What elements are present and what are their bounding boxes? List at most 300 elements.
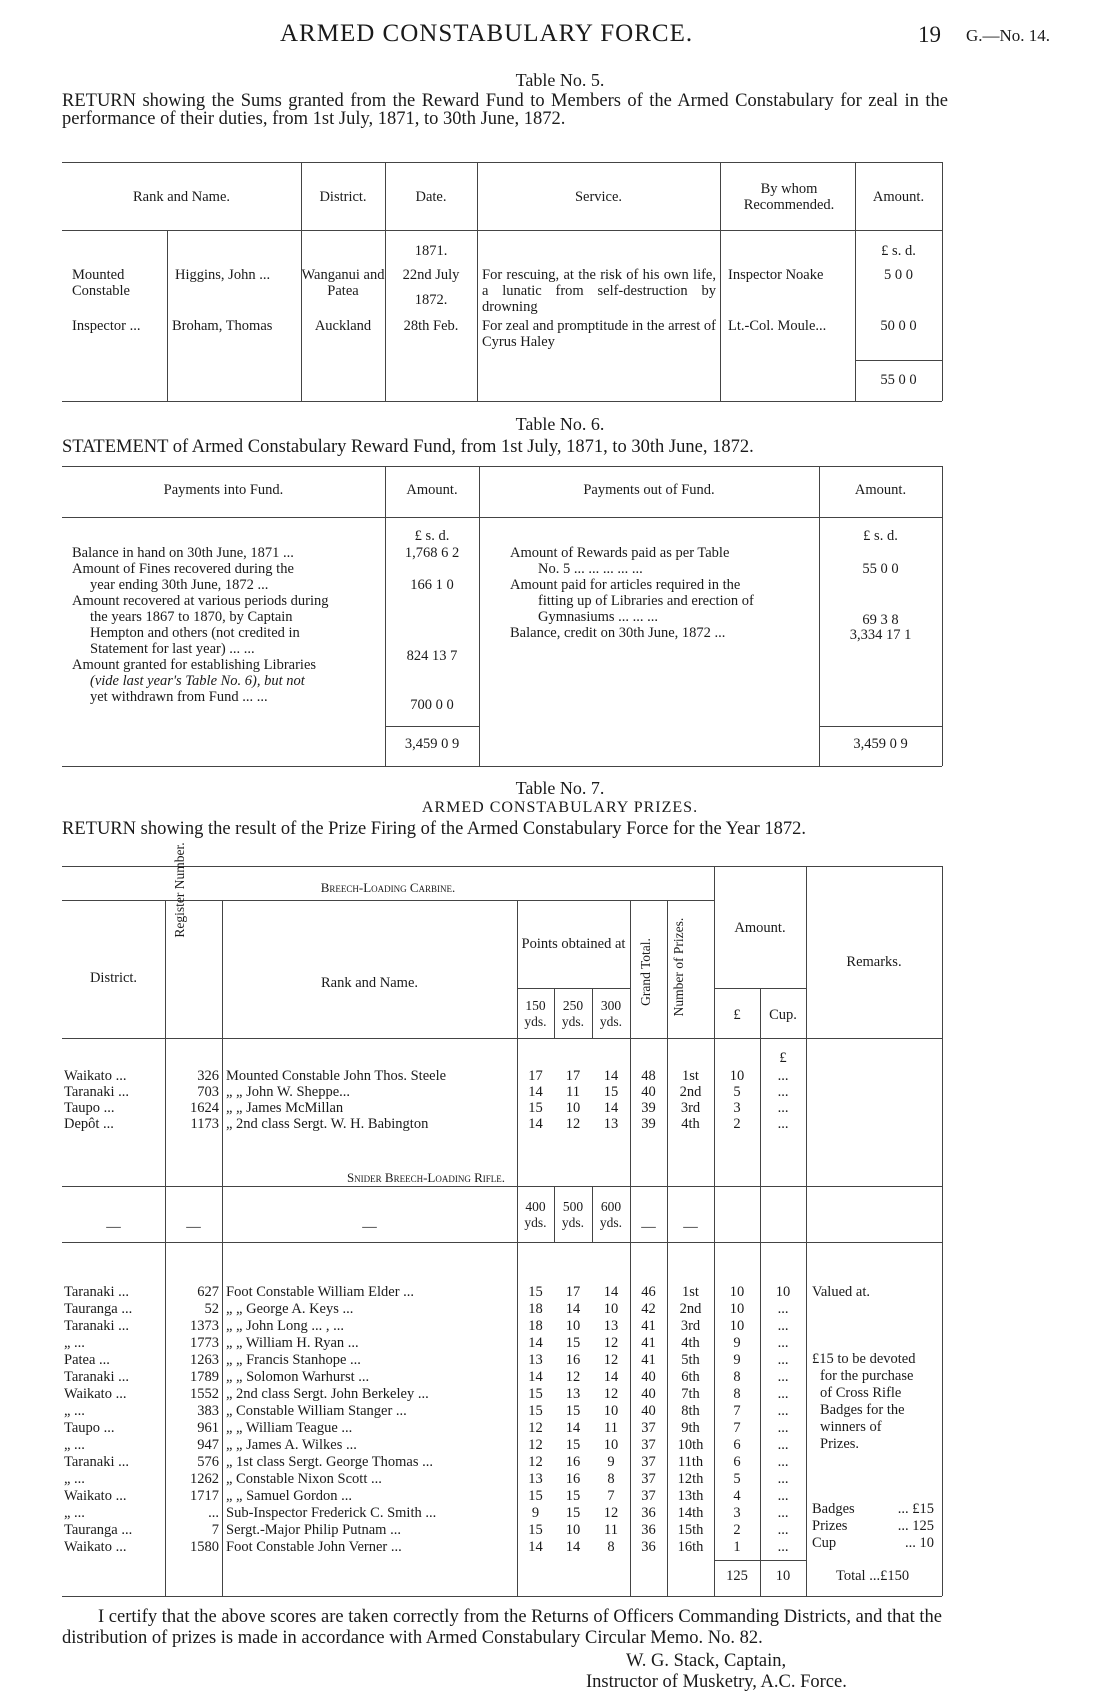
district: „ ... <box>64 1471 85 1487</box>
points-3: 8 <box>607 1539 615 1555</box>
prize-place: 8th <box>681 1403 700 1419</box>
prize-place: 12th <box>677 1471 704 1487</box>
remark-line: Prizes. <box>820 1436 860 1452</box>
district: Taupo ... <box>64 1100 115 1116</box>
register-number: 961 <box>197 1420 219 1436</box>
in-line: the years 1867 to 1870, by Captain <box>90 609 293 625</box>
rank-name: „ „ William Teague ... <box>226 1420 353 1436</box>
table7-subtitle: ARMED CONSTABULARY PRIZES. <box>421 799 699 816</box>
points-3: 11 <box>604 1420 618 1436</box>
district: Taranaki ... <box>64 1318 130 1334</box>
prize-place: 4th <box>681 1335 700 1351</box>
grand-total: 39 <box>641 1116 656 1132</box>
col-number-prizes: Number of Prizes. <box>671 917 686 1017</box>
table7-caption: Table No. 7. <box>515 778 605 798</box>
prize-place: 11th <box>677 1454 704 1470</box>
remark-line: Badges for the <box>820 1402 905 1418</box>
points-3: 10 <box>603 1301 619 1317</box>
amount-pound: 1 <box>733 1539 741 1555</box>
page-number: 19 <box>918 22 941 47</box>
points-3: 12 <box>603 1352 619 1368</box>
remark-line: of Cross Rifle <box>820 1385 902 1401</box>
points-1: 14 <box>528 1369 543 1385</box>
prize-place: 3rd <box>680 1318 701 1334</box>
grand-total: 37 <box>641 1437 656 1453</box>
col-amount: Amount. <box>872 189 925 205</box>
district: „ ... <box>64 1335 85 1351</box>
points-3: 15 <box>603 1084 619 1100</box>
points-1: 12 <box>528 1454 543 1470</box>
rank-name: Sergt.-Major Philip Putnam ... <box>226 1522 401 1538</box>
register-number: 1789 <box>190 1369 219 1385</box>
register-number: 703 <box>197 1084 219 1100</box>
grand-total: 48 <box>641 1068 656 1084</box>
points-3: 7 <box>607 1488 615 1504</box>
grand-total: 36 <box>641 1505 656 1521</box>
amount-cup: ... <box>777 1369 789 1385</box>
t5-district: Auckland <box>314 318 372 334</box>
in-amount: 166 1 0 <box>410 577 454 593</box>
district: „ ... <box>64 1505 85 1521</box>
points-1: 18 <box>528 1318 543 1334</box>
grand-total: 40 <box>641 1084 656 1100</box>
pound-sign: £ <box>779 1050 787 1066</box>
summary-label: Cup <box>812 1535 837 1551</box>
out-line: Amount of Rewards paid as per Table <box>510 545 730 561</box>
points-2: 13 <box>565 1386 581 1402</box>
amount-cup: ... <box>777 1335 789 1351</box>
rank-name: „ 2nd class Sergt. W. H. Babington <box>226 1116 429 1132</box>
prize-place: 9th <box>681 1420 700 1436</box>
in-line: Amount recovered at various periods during <box>72 593 329 609</box>
col-remarks: Remarks. <box>846 954 902 970</box>
in-total: 3,459 0 9 <box>404 736 460 752</box>
col-grand-total: Grand Total. <box>638 938 653 1006</box>
points-2: 10 <box>565 1100 581 1116</box>
amount-pound: 10 <box>729 1301 745 1317</box>
points-2: 15 <box>565 1505 581 1521</box>
prize-place: 3rd <box>680 1100 701 1116</box>
remark-line: for the purchase <box>820 1368 914 1384</box>
points-2: 12 <box>565 1369 581 1385</box>
signature-name: W. G. Stack, Captain, <box>626 1651 787 1671</box>
rank-name: „ 2nd class Sergt. John Berkeley ... <box>226 1386 429 1402</box>
grand-total: 40 <box>641 1403 656 1419</box>
t5-service: For zeal and promptitude in the arrest of Cyrus Haley <box>482 318 716 350</box>
range-150: 150 yds. <box>524 998 547 1029</box>
points-1: 15 <box>528 1100 543 1116</box>
range-600: 600 yds. <box>599 1199 623 1230</box>
points-3: 12 <box>603 1505 619 1521</box>
amount-cup: ... <box>777 1068 789 1084</box>
amount-cup: ... <box>777 1488 789 1504</box>
points-1: 14 <box>528 1116 543 1132</box>
amount-cup: ... <box>777 1386 789 1402</box>
points-3: 9 <box>607 1454 615 1470</box>
prize-place: 6th <box>681 1369 700 1385</box>
points-3: 13 <box>603 1116 619 1132</box>
points-1: 15 <box>528 1403 543 1419</box>
table5-caption: Table No. 5. <box>515 70 605 90</box>
register-number: ... <box>208 1505 219 1521</box>
points-3: 10 <box>603 1403 619 1419</box>
register-number: 1263 <box>190 1352 219 1368</box>
prize-place: 16th <box>677 1539 704 1555</box>
in-line: Amount granted for establishing Libraries <box>72 657 317 673</box>
in-amount: 700 0 0 <box>410 697 454 713</box>
points-1: 13 <box>528 1352 543 1368</box>
col-payments-out: Payments out of Fund. <box>583 482 715 498</box>
points-1: 14 <box>528 1084 543 1100</box>
district: „ ... <box>64 1437 85 1453</box>
units-lsd: £ s. d. <box>863 528 898 544</box>
district: „ ... <box>64 1403 85 1419</box>
in-line: (vide last year's Table No. 6), but not <box>90 673 305 689</box>
col-cup: Cup. <box>769 1007 797 1023</box>
table6-intro: STATEMENT of Armed Constabulary Reward Fund, from 1st July, 1871, to 30th June, 1872. <box>62 437 754 457</box>
table7-intro: RETURN showing the result of the Prize Firing of the Armed Constabulary Force for the Year 1872. <box>62 819 806 839</box>
district: Waikato ... <box>64 1386 127 1402</box>
rank-name: Foot Constable John Verner ... <box>226 1539 402 1555</box>
in-line: Balance in hand on 30th June, 1871 ... <box>72 545 294 561</box>
points-3: 10 <box>603 1437 619 1453</box>
section-carbine: Breech-Loading Carbine. <box>320 880 456 895</box>
points-1: 14 <box>528 1335 543 1351</box>
col-points: Points obtained at <box>521 936 626 952</box>
amount-pound: 8 <box>733 1386 741 1402</box>
grand-total: 36 <box>641 1539 656 1555</box>
summary-value: ... 10 <box>905 1535 934 1551</box>
register-number: 1580 <box>190 1539 219 1555</box>
col-amount: Amount. <box>734 920 786 936</box>
amount-cup: ... <box>777 1454 789 1470</box>
total-pound: 125 <box>726 1568 748 1584</box>
amount-pound: 6 <box>733 1437 741 1453</box>
amount-pound: 5 <box>733 1084 741 1100</box>
register-number: 1624 <box>190 1100 219 1116</box>
district: Tauranga ... <box>64 1301 133 1317</box>
amount-cup: ... <box>777 1116 789 1132</box>
amount-pound: 7 <box>733 1403 741 1419</box>
rank-name: „ „ John Long ... , ... <box>226 1318 344 1334</box>
points-3: 12 <box>603 1335 619 1351</box>
district: Tauranga ... <box>64 1522 133 1538</box>
amount-pound: 6 <box>733 1454 741 1470</box>
out-line: No. 5 ... ... ... ... ... <box>538 561 643 577</box>
amount-cup: ... <box>777 1522 789 1538</box>
register-number: 1717 <box>190 1488 219 1504</box>
prize-place: 10th <box>677 1437 704 1453</box>
units-lsd: £ s. d. <box>881 243 916 259</box>
prize-place: 1st <box>682 1284 699 1300</box>
grand-total: 37 <box>641 1471 656 1487</box>
amount-pound: 2 <box>733 1116 741 1132</box>
t5-by: Inspector Noake <box>728 267 824 283</box>
register-number: 1773 <box>190 1335 219 1351</box>
register-number: 576 <box>197 1454 219 1470</box>
col-register: Register Number. <box>172 842 187 938</box>
section-rifle: Snider Breech-Loading Rifle. <box>346 1170 506 1185</box>
rank-name: „ „ John W. Sheppe... <box>226 1084 351 1100</box>
grand-total: 41 <box>641 1318 656 1334</box>
in-line: year ending 30th June, 1872 ... <box>90 577 269 593</box>
points-1: 15 <box>528 1522 543 1538</box>
district: Taupo ... <box>64 1420 115 1436</box>
points-2: 15 <box>565 1335 581 1351</box>
rank-name: Mounted Constable John Thos. Steele <box>226 1068 447 1084</box>
district: Waikato ... <box>64 1068 127 1084</box>
amount-cup: ... <box>777 1318 789 1334</box>
dash: — <box>683 1219 698 1235</box>
district: Patea ... <box>64 1352 110 1368</box>
t5-amount: 5 0 0 <box>884 267 913 283</box>
rank-name: Foot Constable William Elder ... <box>226 1284 415 1300</box>
rank-name: „ 1st class Sergt. George Thomas ... <box>226 1454 434 1470</box>
points-2: 14 <box>565 1301 581 1317</box>
out-amount: 3,334 17 1 <box>849 627 912 643</box>
prize-place: 13th <box>677 1488 704 1504</box>
amount-pound: 2 <box>733 1522 741 1538</box>
table5-intro: RETURN showing the Sums granted from the Reward Fund to Members of the Armed Constabulary for zeal in the performance of their duties, from 1st July, 1871, to 30th June, 1872. <box>62 91 948 129</box>
points-2: 10 <box>565 1522 581 1538</box>
in-line: yet withdrawn from Fund ... ... <box>90 689 268 705</box>
grand-total: 42 <box>641 1301 656 1317</box>
rank-name: „ „ Francis Stanhope ... <box>226 1352 361 1368</box>
points-1: 15 <box>528 1386 543 1402</box>
points-2: 12 <box>565 1116 581 1132</box>
points-2: 17 <box>565 1068 581 1084</box>
t5-date: 22nd July <box>402 267 460 283</box>
running-title: ARMED CONSTABULARY FORCE. <box>280 20 694 47</box>
points-2: 16 <box>565 1471 581 1487</box>
register-number: 383 <box>197 1403 219 1419</box>
points-3: 14 <box>603 1369 619 1385</box>
prize-place: 2nd <box>679 1301 702 1317</box>
points-1: 14 <box>528 1539 543 1555</box>
grand-total: 46 <box>641 1284 656 1300</box>
out-line: Balance, credit on 30th June, 1872 ... <box>510 625 726 641</box>
out-total: 3,459 0 9 <box>853 736 908 752</box>
district: Taranaki ... <box>64 1454 130 1470</box>
points-3: 12 <box>603 1386 619 1402</box>
register-number: 1173 <box>190 1116 219 1132</box>
grand-total: 36 <box>641 1522 656 1538</box>
prize-place: 1st <box>682 1068 699 1084</box>
in-amount: 824 13 7 <box>406 648 458 664</box>
points-1: 18 <box>528 1301 543 1317</box>
register-number: 627 <box>197 1284 219 1300</box>
amount-pound: 3 <box>733 1505 741 1521</box>
district: Depôt ... <box>64 1116 114 1132</box>
amount-pound: 10 <box>729 1318 745 1334</box>
points-1: 13 <box>528 1471 543 1487</box>
amount-pound: 5 <box>733 1471 741 1487</box>
t5-date: 28th Feb. <box>403 318 459 334</box>
points-1: 12 <box>528 1420 543 1436</box>
table6-caption: Table No. 6. <box>515 414 605 434</box>
remark-line: £15 to be devoted <box>812 1351 916 1367</box>
register-number: 52 <box>204 1301 219 1317</box>
points-2: 15 <box>565 1437 581 1453</box>
signature-title: Instructor of Musketry, A.C. Force. <box>586 1672 847 1692</box>
summary-label: Badges <box>812 1501 855 1517</box>
register-number: 1262 <box>190 1471 219 1487</box>
summary-label: Prizes <box>812 1518 848 1534</box>
amount-pound: 7 <box>733 1420 741 1436</box>
points-2: 11 <box>566 1084 580 1100</box>
points-1: 9 <box>531 1505 540 1521</box>
out-line: fitting up of Libraries and erection of <box>538 593 754 609</box>
page-header <box>0 18 1114 52</box>
points-1: 15 <box>528 1488 543 1504</box>
amount-cup: ... <box>777 1084 789 1100</box>
points-3: 14 <box>603 1068 619 1084</box>
rank-name: „ Constable William Stanger ... <box>226 1403 407 1419</box>
rank-name: „ Constable Nixon Scott ... <box>226 1471 382 1487</box>
points-1: 17 <box>528 1068 543 1084</box>
amount-pound: 8 <box>733 1369 741 1385</box>
grand-total: 37 <box>641 1454 656 1470</box>
total-cup: 10 <box>775 1568 791 1584</box>
amount-pound: 9 <box>733 1352 741 1368</box>
amount-cup: ... <box>777 1437 789 1453</box>
in-line: Amount of Fines recovered during the <box>72 561 294 577</box>
prize-place: 2nd <box>679 1084 702 1100</box>
amount-pound: 10 <box>729 1068 745 1084</box>
amount-cup: ... <box>777 1471 789 1487</box>
amount-cup: ... <box>777 1100 789 1116</box>
amount-cup: ... <box>777 1352 789 1368</box>
remark-line: winners of <box>820 1419 882 1435</box>
col-payments-in: Payments into Fund. <box>163 482 284 498</box>
t5-rank: Inspector ... <box>72 318 141 334</box>
range-400: 400 yds. <box>524 1199 547 1230</box>
col-pound: £ <box>733 1007 741 1023</box>
dash: — <box>186 1219 201 1235</box>
dash: — <box>641 1219 656 1235</box>
summary-value: ... £15 <box>897 1501 934 1517</box>
district: Taranaki ... <box>64 1084 130 1100</box>
points-2: 17 <box>565 1284 581 1300</box>
t5-name: Broham, Thomas <box>172 318 273 334</box>
t5-district: Wanganui and Patea <box>301 267 385 299</box>
points-2: 16 <box>565 1352 581 1368</box>
t5-amount: 50 0 0 <box>880 318 917 334</box>
in-line: Statement for last year) ... ... <box>90 641 255 657</box>
col-amount-in: Amount. <box>406 482 458 498</box>
rank-name: „ „ George A. Keys ... <box>226 1301 354 1317</box>
t5-by: Lt.-Col. Moule... <box>728 318 827 334</box>
rank-name: Sub-Inspector Frederick C. Smith ... <box>226 1505 437 1521</box>
t5-service: For rescuing, at the risk of his own life, a lunatic from self-destruction by drowning <box>482 267 716 315</box>
points-2: 15 <box>565 1488 581 1504</box>
dash: — <box>362 1219 377 1235</box>
amount-pound: 4 <box>733 1488 741 1504</box>
col-rank-name: Rank and Name. <box>320 975 419 991</box>
certification: I certify that the above scores are taken correctly from the Returns of Officers Commanding Districts, and that the distribution of prizes is made in accordance with Armed Constabulary Circular Memo. No. 82. <box>62 1607 942 1648</box>
units-lsd: £ s. d. <box>414 528 450 544</box>
points-2: 16 <box>565 1454 581 1470</box>
rank-name: „ „ William H. Ryan ... <box>226 1335 359 1351</box>
district: Waikato ... <box>64 1539 127 1555</box>
t5-name: Higgins, John ... <box>175 267 271 283</box>
in-line: Hempton and others (not credited in <box>90 625 300 641</box>
rank-name: „ „ James McMillan <box>226 1100 344 1116</box>
amount-cup: ... <box>777 1403 789 1419</box>
rank-name: „ „ Samuel Gordon ... <box>226 1488 353 1504</box>
points-3: 8 <box>607 1471 615 1487</box>
amount-pound: 3 <box>733 1100 741 1116</box>
in-amount: 1,768 6 2 <box>404 545 460 561</box>
grand-total: 40 <box>641 1369 656 1385</box>
grand-total: 41 <box>641 1352 656 1368</box>
prize-place: 7th <box>681 1386 700 1402</box>
prize-place: 15th <box>677 1522 704 1538</box>
register-number: 947 <box>197 1437 219 1453</box>
points-1: 12 <box>528 1437 543 1453</box>
register-number: 1373 <box>190 1318 219 1334</box>
amount-pound: 9 <box>733 1335 741 1351</box>
prize-place: 14th <box>677 1505 704 1521</box>
points-2: 15 <box>565 1403 581 1419</box>
out-amount: 69 3 8 <box>862 612 899 628</box>
out-line: Gymnasiums ... ... ... <box>538 609 659 625</box>
register-number: 326 <box>197 1068 219 1084</box>
grand-total: 39 <box>641 1100 656 1116</box>
range-300: 300 yds. <box>599 998 623 1029</box>
points-1: 15 <box>528 1284 543 1300</box>
register-number: 1552 <box>190 1386 219 1402</box>
amount-pound: 10 <box>729 1284 745 1300</box>
district: Taranaki ... <box>64 1284 130 1300</box>
amount-cup: ... <box>777 1505 789 1521</box>
year-1871: 1871. <box>414 243 448 259</box>
points-2: 14 <box>565 1420 581 1436</box>
out-amount: 55 0 0 <box>862 561 899 577</box>
range-500: 500 yds. <box>561 1199 585 1230</box>
col-rank-name: Rank and Name. <box>132 189 231 205</box>
points-3: 13 <box>603 1318 619 1334</box>
register-number: 7 <box>211 1522 219 1538</box>
col-district: District. <box>89 970 138 986</box>
out-line: Amount paid for articles required in the <box>510 577 741 593</box>
prize-place: 5th <box>681 1352 700 1368</box>
summary-value: ... 125 <box>897 1518 934 1534</box>
dash: — <box>106 1219 121 1235</box>
points-2: 10 <box>565 1318 581 1334</box>
year-1872: 1872. <box>414 292 448 308</box>
amount-cup: 10 <box>775 1284 791 1300</box>
col-amount-out: Amount. <box>854 482 907 498</box>
document-number: G.—No. 14. <box>966 26 1051 45</box>
t5-total: 55 0 0 <box>880 372 917 388</box>
points-3: 14 <box>603 1100 619 1116</box>
points-2: 14 <box>565 1539 581 1555</box>
col-service: Service. <box>574 189 623 205</box>
grand-total: 37 <box>641 1488 656 1504</box>
points-3: 14 <box>603 1284 619 1300</box>
col-recommended: By whom Recommended. <box>743 181 835 213</box>
remark-line: Valued at. <box>812 1284 870 1300</box>
t5-rank: Mounted Constable <box>72 267 130 299</box>
rank-name: „ „ James A. Wilkes ... <box>226 1437 357 1453</box>
points-3: 11 <box>604 1522 618 1538</box>
amount-cup: ... <box>777 1539 789 1555</box>
grand-total: 40 <box>641 1386 656 1402</box>
total-label: Total ...£150 <box>836 1568 910 1584</box>
rank-name: „ „ Solomon Warhurst ... <box>226 1369 370 1385</box>
col-date: Date. <box>415 189 447 205</box>
